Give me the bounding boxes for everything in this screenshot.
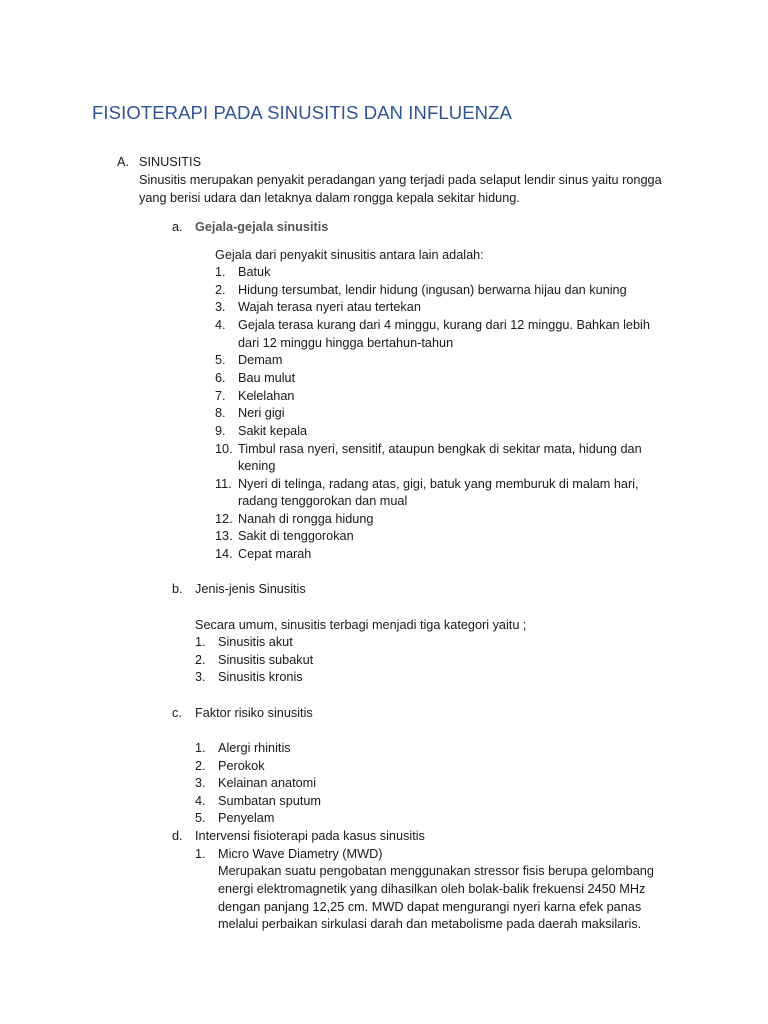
list-item: Nanah di rongga hidung: [238, 512, 374, 526]
section-a-heading: SINUSITIS: [139, 155, 202, 169]
list-item-number: 1.: [195, 635, 206, 649]
list-item: Hidung tersumbat, lendir hidung (ingusan) berwarna hijau dan kuning: [238, 283, 627, 297]
mwd-desc-line: energi elektromagnetik yang dihasilkan oleh bolak-balik frekuensi 2450 MHz: [218, 882, 646, 896]
mwd-desc-line: dengan panjang 12,25 cm. MWD dapat mengurangi nyeri karna efek panas: [218, 900, 642, 914]
list-item: Nyeri di telinga, radang atas, gigi, batuk yang memburuk di malam hari,: [238, 477, 639, 491]
mwd-desc-line: melalui perbaikan sirkulasi darah dan metabolisme pada daerah maksilaris.: [218, 917, 642, 931]
sub-c-marker: c.: [172, 706, 182, 720]
document-title: FISIOTERAPI PADA SINUSITIS DAN INFLUENZA: [92, 102, 512, 123]
list-item-number: 8.: [215, 406, 226, 420]
mwd-heading: Micro Wave Diametry (MWD): [218, 847, 383, 861]
list-item-number: 6.: [215, 371, 226, 385]
list-item: Alergi rhinitis: [218, 741, 291, 755]
list-item: Kelainan anatomi: [218, 776, 317, 790]
list-item-number: 14.: [215, 547, 233, 561]
sub-b-intro: Secara umum, sinusitis terbagi menjadi tiga kategori yaitu ;: [195, 618, 527, 632]
list-item-number: 5.: [215, 353, 226, 367]
list-item-number: 9.: [215, 424, 226, 438]
sub-b-marker: b.: [172, 582, 183, 596]
list-item: Sinusitis subakut: [218, 653, 314, 667]
list-item: Batuk: [238, 265, 271, 279]
mwd-desc-line: Merupakan suatu pengobatan menggunakan stressor fisis berupa gelombang: [218, 864, 654, 878]
list-item: Sakit kepala: [238, 424, 308, 438]
list-item-number: 3.: [215, 300, 226, 314]
list-item: Cepat marah: [238, 547, 312, 561]
list-item-number: 1.: [195, 741, 206, 755]
list-item-number: 10.: [215, 442, 233, 456]
list-item-continuation: kening: [238, 459, 276, 473]
list-item-number: 5.: [195, 811, 206, 825]
list-item-number: 7.: [215, 389, 226, 403]
list-item: Sinusitis kronis: [218, 670, 303, 684]
sub-b-heading: Jenis-jenis Sinusitis: [195, 582, 306, 596]
list-item-number: 12.: [215, 512, 233, 526]
list-item-number: 13.: [215, 529, 233, 543]
sub-a-intro: Gejala dari penyakit sinusitis antara lain adalah:: [215, 248, 484, 262]
list-item-number: 2.: [195, 653, 206, 667]
list-item: Sumbatan sputum: [218, 794, 321, 808]
list-item: Perokok: [218, 759, 265, 773]
list-item: Sinusitis akut: [218, 635, 293, 649]
list-item-continuation: radang tenggorokan dan mual: [238, 494, 408, 508]
list-item: Neri gigi: [238, 406, 285, 420]
list-item-continuation: dari 12 minggu hingga bertahun-tahun: [238, 336, 454, 350]
list-item-number: 11.: [215, 477, 232, 491]
sub-d-marker: d.: [172, 829, 183, 843]
list-item: Bau mulut: [238, 371, 296, 385]
sub-d-heading: Intervensi fisioterapi pada kasus sinusitis: [195, 829, 425, 843]
list-item: Demam: [238, 353, 283, 367]
section-a-desc-line: Sinusitis merupakan penyakit peradangan yang terjadi pada selaput lendir sinus yaitu rongga: [139, 173, 662, 187]
section-a-marker: A.: [117, 155, 129, 169]
sub-c-heading: Faktor risiko sinusitis: [195, 706, 313, 720]
list-item: Sakit di tenggorokan: [238, 529, 354, 543]
list-item-number: 2.: [195, 759, 206, 773]
section-a-desc-line: yang berisi udara dan letaknya dalam rongga kepala sekitar hidung.: [139, 191, 520, 205]
list-item-number: 1.: [215, 265, 226, 279]
list-item-number: 1.: [195, 847, 206, 861]
list-item-number: 3.: [195, 670, 206, 684]
list-item-number: 4.: [195, 794, 206, 808]
sub-a-marker: a.: [172, 220, 183, 234]
list-item: Gejala terasa kurang dari 4 minggu, kurang dari 12 minggu. Bahkan lebih: [238, 318, 650, 332]
list-item-number: 3.: [195, 776, 206, 790]
list-item-number: 4.: [215, 318, 226, 332]
list-item: Penyelam: [218, 811, 275, 825]
sub-a-heading: Gejala-gejala sinusitis: [195, 220, 329, 234]
list-item: Kelelahan: [238, 389, 295, 403]
list-item-number: 2.: [215, 283, 226, 297]
list-item: Timbul rasa nyeri, sensitif, ataupun bengkak di sekitar mata, hidung dan: [238, 442, 642, 456]
list-item: Wajah terasa nyeri atau tertekan: [238, 300, 421, 314]
